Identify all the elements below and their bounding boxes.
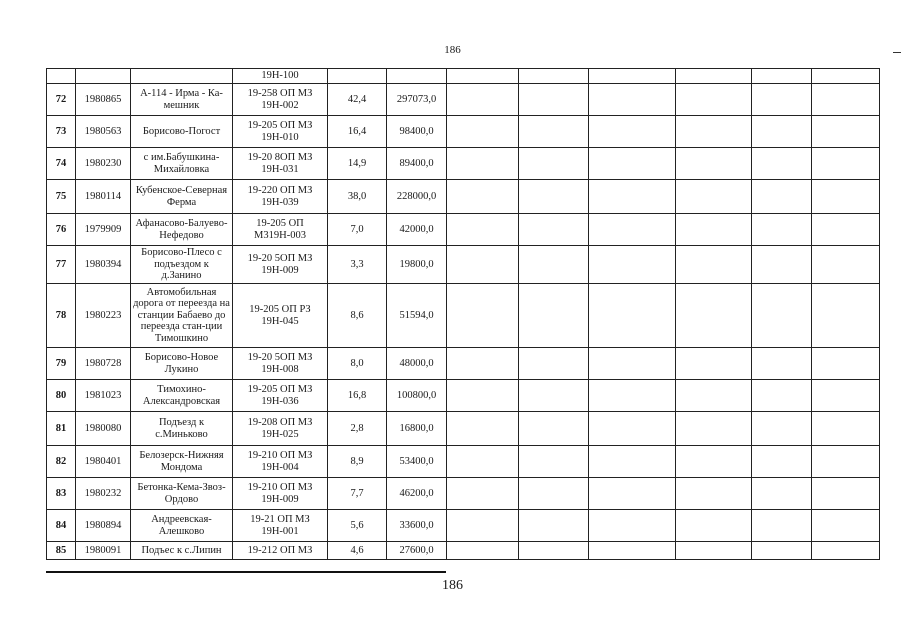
cell-empty — [519, 116, 589, 148]
cell-amount: 89400,0 — [387, 148, 447, 180]
cell-empty — [812, 412, 880, 446]
cell-empty — [447, 542, 519, 560]
cell-empty — [447, 348, 519, 380]
table-row — [47, 380, 880, 412]
cell-amount: 48000,0 — [387, 348, 447, 380]
cell — [519, 69, 589, 84]
cell-road-id: 1980728 — [76, 348, 131, 380]
cell-empty — [676, 542, 752, 560]
cell-number: 74 — [47, 148, 76, 180]
cell-length: 38,0 — [328, 180, 387, 214]
cell-road-code: 19-20 5ОП МЗ 19Н-008 — [233, 348, 328, 380]
cell-road-code: 19-212 ОП МЗ — [233, 542, 328, 560]
cell-amount: 19800,0 — [387, 246, 447, 284]
cell-road-name: Подъезд к с.Миньково — [131, 412, 233, 446]
cell-amount: 16800,0 — [387, 412, 447, 446]
cell-empty — [676, 446, 752, 478]
cell-road-code: 19-258 ОП МЗ 19Н-002 — [233, 84, 328, 116]
cell-amount: 297073,0 — [387, 84, 447, 116]
cell-empty — [447, 180, 519, 214]
cell-empty — [812, 542, 880, 560]
cell-number: 76 — [47, 214, 76, 246]
cell-empty — [589, 380, 676, 412]
cell-road-code: 19-205 ОП МЗ 19Н-036 — [233, 380, 328, 412]
cell-empty — [812, 348, 880, 380]
cell-empty — [519, 542, 589, 560]
cell-empty — [589, 412, 676, 446]
cell — [387, 69, 447, 84]
cell-amount: 42000,0 — [387, 214, 447, 246]
cell-road-name: Белозерск-Нижняя Мондома — [131, 446, 233, 478]
table-row — [47, 246, 880, 284]
cell-number: 84 — [47, 510, 76, 542]
cell-road-name: Тимохино-Александровская — [131, 380, 233, 412]
cell-road-code: 19-205 ОП М319Н-003 — [233, 214, 328, 246]
cell-empty — [752, 510, 812, 542]
cell-amount: 51594,0 — [387, 284, 447, 348]
cell-road-code: 19-20 5ОП МЗ 19Н-009 — [233, 246, 328, 284]
cell-number: 75 — [47, 180, 76, 214]
cell-road-id: 1980865 — [76, 84, 131, 116]
cell-empty — [752, 380, 812, 412]
cell-road-id: 1980080 — [76, 412, 131, 446]
cell-number: 72 — [47, 84, 76, 116]
cell-empty — [812, 84, 880, 116]
cell-road-id: 1980894 — [76, 510, 131, 542]
cell-length: 8,9 — [328, 446, 387, 478]
cell-empty — [812, 116, 880, 148]
cell-length: 7,0 — [328, 214, 387, 246]
cell-road-id: 1980394 — [76, 246, 131, 284]
cell-number: 78 — [47, 284, 76, 348]
cell — [589, 69, 676, 84]
cell-empty — [676, 148, 752, 180]
cell-road-name: Подъес к с.Липин — [131, 542, 233, 560]
cell-empty — [519, 246, 589, 284]
cell-number: 81 — [47, 412, 76, 446]
cell-empty — [676, 116, 752, 148]
cell-road-id: 1980401 — [76, 446, 131, 478]
cell-empty — [589, 510, 676, 542]
cell-empty — [447, 284, 519, 348]
cell-road-name: Борисово-Новое Лукино — [131, 348, 233, 380]
cell-road-name: Бетонка-Кема-Звоз-Ордово — [131, 478, 233, 510]
cell-length: 4,6 — [328, 542, 387, 560]
cell-length: 5,6 — [328, 510, 387, 542]
cell-empty — [519, 380, 589, 412]
cell-empty — [676, 180, 752, 214]
cell-road-id: 1980091 — [76, 542, 131, 560]
cell-empty — [676, 284, 752, 348]
cell — [676, 69, 752, 84]
cell-road-code: 19-21 ОП МЗ 19Н-001 — [233, 510, 328, 542]
cell-road-code: 19-210 ОП МЗ 19Н-004 — [233, 446, 328, 478]
cell-empty — [447, 446, 519, 478]
cell-empty — [519, 478, 589, 510]
cell-empty — [812, 478, 880, 510]
cell-empty — [589, 180, 676, 214]
cell — [752, 69, 812, 84]
cell-empty — [519, 148, 589, 180]
cell-empty — [752, 478, 812, 510]
cell-empty — [812, 380, 880, 412]
cell-empty — [676, 246, 752, 284]
table-row — [47, 148, 880, 180]
cell-empty — [519, 84, 589, 116]
cell-road-id: 1980563 — [76, 116, 131, 148]
cell-code: 19Н-100 — [233, 69, 328, 84]
cell-number: 80 — [47, 380, 76, 412]
cell-road-code: 19-208 ОП МЗ 19Н-025 — [233, 412, 328, 446]
road-registry-table — [46, 68, 880, 560]
cell-length: 2,8 — [328, 412, 387, 446]
cell-empty — [752, 542, 812, 560]
edge-mark — [893, 52, 901, 53]
cell — [76, 69, 131, 84]
cell-empty — [589, 148, 676, 180]
cell-empty — [447, 116, 519, 148]
table-row — [47, 214, 880, 246]
cell-empty — [519, 412, 589, 446]
cell-empty — [519, 180, 589, 214]
page-number-top: 186 — [444, 44, 461, 56]
cell-empty — [676, 510, 752, 542]
cell-road-id: 1980223 — [76, 284, 131, 348]
cell-road-code: 19-20 8ОП МЗ 19Н-031 — [233, 148, 328, 180]
table-row — [47, 542, 880, 560]
cell-empty — [519, 446, 589, 478]
cell-amount: 33600,0 — [387, 510, 447, 542]
cell-empty — [589, 116, 676, 148]
cell-amount: 46200,0 — [387, 478, 447, 510]
cell-road-id: 1981023 — [76, 380, 131, 412]
cell-length: 3,3 — [328, 246, 387, 284]
cell-empty — [812, 510, 880, 542]
cell-length: 16,8 — [328, 380, 387, 412]
cell-empty — [589, 284, 676, 348]
cell-empty — [752, 180, 812, 214]
cell-road-name: Афанасово-Балуево-Нефедово — [131, 214, 233, 246]
cell-amount: 53400,0 — [387, 446, 447, 478]
table-row — [47, 84, 880, 116]
cell-empty — [812, 148, 880, 180]
cell-length: 42,4 — [328, 84, 387, 116]
cell-empty — [589, 542, 676, 560]
cell-number: 79 — [47, 348, 76, 380]
cell-empty — [519, 284, 589, 348]
cell-empty — [676, 84, 752, 116]
table-row — [47, 446, 880, 478]
cell-empty — [447, 510, 519, 542]
cell-empty — [752, 348, 812, 380]
cell-length: 7,7 — [328, 478, 387, 510]
cell-empty — [752, 284, 812, 348]
cell-empty — [676, 412, 752, 446]
table-row — [47, 478, 880, 510]
cell-length: 16,4 — [328, 116, 387, 148]
cell-road-name: А-114 - Ирма - Ка-мешник — [131, 84, 233, 116]
cell-empty — [812, 180, 880, 214]
cell-number: 82 — [47, 446, 76, 478]
carryover-row — [47, 69, 880, 84]
cell-number: 85 — [47, 542, 76, 560]
cell-length: 8,0 — [328, 348, 387, 380]
cell-empty — [589, 246, 676, 284]
cell-empty — [676, 380, 752, 412]
cell-road-name: Андреевская-Алешково — [131, 510, 233, 542]
cell-empty — [447, 214, 519, 246]
cell-empty — [447, 478, 519, 510]
cell-empty — [812, 446, 880, 478]
cell-empty — [589, 348, 676, 380]
cell-empty — [752, 412, 812, 446]
cell — [447, 69, 519, 84]
cell-empty — [447, 148, 519, 180]
cell-number: 73 — [47, 116, 76, 148]
cell-road-name: Борисово-Плесо с подъездом к д.Занино — [131, 246, 233, 284]
cell-empty — [447, 84, 519, 116]
table-row — [47, 510, 880, 542]
cell-empty — [752, 246, 812, 284]
cell-empty — [589, 214, 676, 246]
table-row — [47, 180, 880, 214]
cell-road-name: с им.Бабушкина-Михайловка — [131, 148, 233, 180]
cell-empty — [447, 412, 519, 446]
cell-empty — [589, 478, 676, 510]
table-row — [47, 116, 880, 148]
page-number-bottom: 186 — [442, 578, 463, 593]
cell-empty — [676, 214, 752, 246]
cell-empty — [812, 284, 880, 348]
cell-amount: 98400,0 — [387, 116, 447, 148]
cell-road-name: Автомобильная дорога от переезда на станции Бабаево до переезда стан-ции Тимошкино — [131, 284, 233, 348]
table-row — [47, 348, 880, 380]
cell-amount: 27600,0 — [387, 542, 447, 560]
cell-empty — [447, 380, 519, 412]
cell-road-name: Кубенское-Северная Ферма — [131, 180, 233, 214]
cell-empty — [589, 84, 676, 116]
table-row — [47, 284, 880, 348]
cell-number: 83 — [47, 478, 76, 510]
cell-empty — [519, 214, 589, 246]
cell-amount: 228000,0 — [387, 180, 447, 214]
cell-empty — [519, 348, 589, 380]
cell-empty — [519, 510, 589, 542]
cell-road-id: 1979909 — [76, 214, 131, 246]
cell-empty — [676, 478, 752, 510]
cell-empty — [752, 446, 812, 478]
table-row — [47, 412, 880, 446]
cell — [812, 69, 880, 84]
cell-empty — [589, 446, 676, 478]
cell-road-id: 1980232 — [76, 478, 131, 510]
cell-road-id: 1980114 — [76, 180, 131, 214]
cell-length: 8,6 — [328, 284, 387, 348]
cell — [131, 69, 233, 84]
cell-empty — [752, 116, 812, 148]
cell-empty — [752, 148, 812, 180]
cell-road-code: 19-205 ОП МЗ 19Н-010 — [233, 116, 328, 148]
cell — [47, 69, 76, 84]
cell-road-code: 19-205 ОП РЗ 19Н-045 — [233, 284, 328, 348]
cell-empty — [752, 214, 812, 246]
cell-road-name: Борисово-Погост — [131, 116, 233, 148]
cell-empty — [812, 246, 880, 284]
table-bottom-rule — [46, 571, 446, 573]
cell-length: 14,9 — [328, 148, 387, 180]
cell — [328, 69, 387, 84]
cell-empty — [812, 214, 880, 246]
cell-number: 77 — [47, 246, 76, 284]
cell-road-code: 19-220 ОП МЗ 19Н-039 — [233, 180, 328, 214]
cell-road-code: 19-210 ОП МЗ 19Н-009 — [233, 478, 328, 510]
cell-amount: 100800,0 — [387, 380, 447, 412]
cell-empty — [676, 348, 752, 380]
cell-road-id: 1980230 — [76, 148, 131, 180]
cell-empty — [752, 84, 812, 116]
cell-empty — [447, 246, 519, 284]
